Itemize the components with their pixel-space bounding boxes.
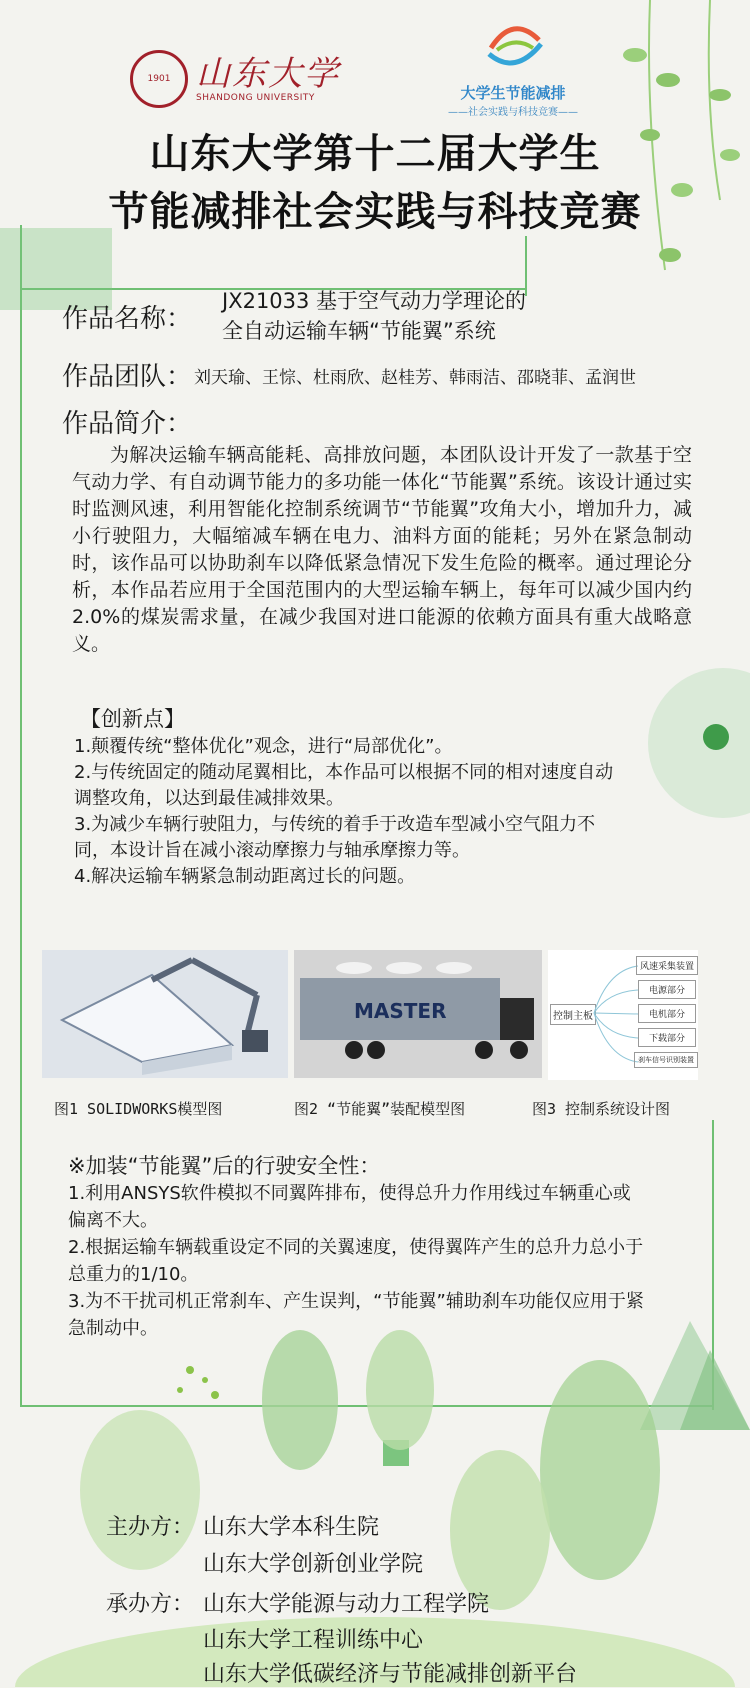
innovation-item: 4.解决运输车辆紧急制动距离过长的问题。 (74, 866, 416, 887)
safety-item: 1.利用ANSYS软件模拟不同翼阵排布，使得总升力作用线过车辆重心或偏离不大。 (68, 1183, 631, 1231)
figure-1-solidworks-image (42, 950, 288, 1078)
figure-2-assembly-image (294, 950, 542, 1078)
diagram-node: 下载部分 (638, 1028, 696, 1047)
title-line-1: 山东大学第十二届大学生 (149, 131, 601, 177)
team-label: 作品团队： (62, 362, 193, 392)
diagram-node: 电机部分 (638, 1004, 696, 1023)
organizer-2: 山东大学工程训练中心 (203, 1628, 424, 1653)
deco-circle (648, 668, 750, 818)
safety-list (68, 1180, 648, 1342)
host-1: 山东大学本科生院 (203, 1515, 380, 1540)
innovation-heading: 【创新点】 (80, 707, 185, 731)
work-name-line-1: JX21033 基于空气动力学理论的 (222, 289, 527, 313)
sdu-seal-icon (130, 50, 188, 108)
organizer-3: 山东大学低碳经济与节能减排创新平台 (203, 1662, 578, 1687)
competition-logo (428, 18, 598, 118)
organizer-label: 承办方： (106, 1592, 195, 1617)
diagram-node: 电源部分 (638, 980, 696, 999)
deco-dot (703, 724, 729, 750)
diagram-node: 风速采集装置 (636, 956, 698, 975)
work-name (222, 286, 526, 346)
figure-1-caption: 图1 SOLIDWORKS模型图 (54, 1100, 223, 1118)
diagram-root: 控制主板 (550, 1004, 596, 1025)
safety-item: 3.为不干扰司机正常刹车、产生误判，“节能翼”辅助刹车功能仅应用于紧急制动中。 (68, 1291, 644, 1339)
intro-text: 为解决运输车辆高能耗、高排放问题，本团队设计开发了一款基于空气动力学、有自动调节能力的多功能一体化“节能翼”系统。该设计通过实时监测风速，利用智能化控制系统调节“节能翼”攻角大小，增加升力，减小行驶阻力，大幅缩减车辆在电力、油料方面的能耗；另外在紧急制动时，该作品可以协助刹车以降低紧急情况下发生危险的概率。通过理论分析，本作品若应用于全国范围内的大型运输车辆上，每年可以减少国内约2.0%的煤炭需求量，在减少我国对进口能源的依赖方面具有重大战略意义。 (72, 444, 692, 655)
innovation-item: 3.为减少车辆行驶阻力，与传统的着手于改造车型减小空气阻力不同，本设计旨在减小滚动摩擦力与轴承摩擦力等。 (74, 814, 596, 861)
team-members: 刘天瑜、王悰、杜雨欣、赵桂芳、韩雨洁、邵晓菲、孟润世 (194, 368, 636, 388)
intro-label: 作品简介： (62, 409, 193, 439)
figure-2-caption: 图2 “节能翼”装配模型图 (294, 1100, 466, 1118)
safety-heading: ※加装“节能翼”后的行驶安全性： (68, 1154, 381, 1178)
figure-3-caption: 图3 控制系统设计图 (532, 1100, 671, 1118)
seal-year: 1901 (147, 74, 171, 84)
sdu-logo (130, 48, 340, 110)
competition-subtitle: ——社会实践与科技竞赛—— (448, 107, 578, 118)
sdu-logo-cn: 山东大学 (196, 54, 340, 94)
organizer-1: 山东大学能源与动力工程学院 (203, 1592, 490, 1617)
figure-3-control-diagram (548, 950, 698, 1080)
frame-line-left (20, 225, 22, 1405)
innovation-item: 1.颠覆传统“整体优化”观念，进行“局部优化”。 (74, 736, 453, 757)
title-line-2: 节能减排社会实践与科技竞赛 (108, 189, 642, 235)
truck-brand: MASTER (354, 999, 447, 1023)
sdu-logo-en: SHANDONG UNIVERSITY (196, 93, 315, 103)
safety-item: 2.根据运输车辆载重设定不同的关翼速度，使得翼阵产生的总升力总小于总重力的1/10。 (68, 1237, 644, 1285)
competition-name: 大学生节能减排 (460, 84, 566, 102)
diagram-node: 刹车信号识别装置 (634, 1052, 698, 1068)
host-2: 山东大学创新创业学院 (203, 1552, 424, 1577)
work-name-label: 作品名称： (62, 304, 193, 334)
work-name-line-2: 全自动运输车辆“节能翼”系统 (222, 319, 496, 343)
host-label: 主办方： (106, 1515, 195, 1540)
innovation-item: 2.与传统固定的随动尾翼相比，本作品可以根据不同的相对速度自动调整攻角，以达到最佳减排效果。 (74, 762, 614, 809)
innovation-list (74, 734, 614, 890)
competition-ring-icon (481, 18, 545, 74)
